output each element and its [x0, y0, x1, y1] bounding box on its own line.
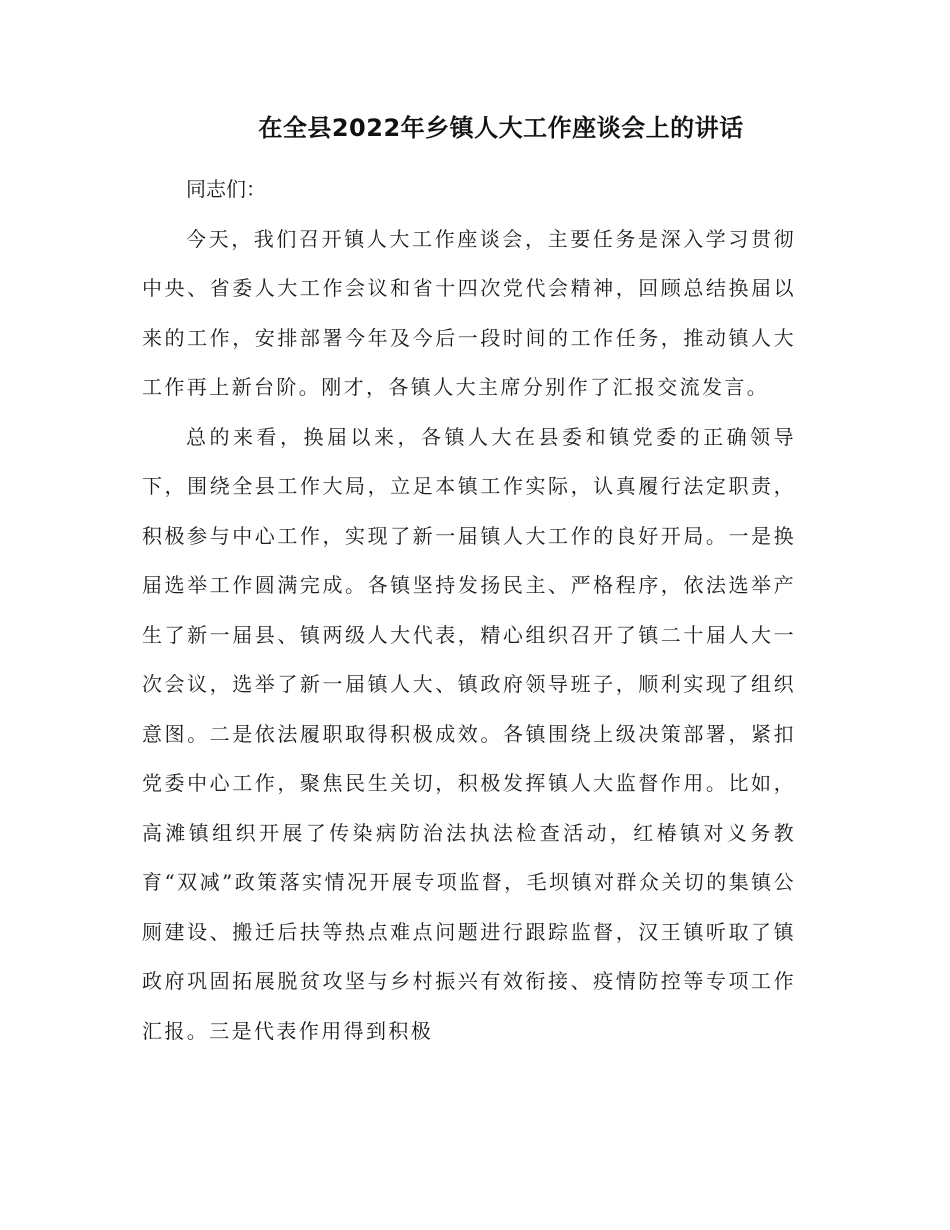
paragraph-2: 总的来看，换届以来，各镇人大在县委和镇党委的正确领导下，围绕全县工作大局，立足本镇工作实际，认真履行法定职责，积极参与中心工作，实现了新一届镇人大工作的良好开局。一是换届选举工作圆满完成。各镇坚持发扬民主、严格程序，依法选举产生了新一届县、镇两级人大代表，精心组织召开了镇二十届人大一次会议，选举了新一届镇人大、镇政府领导班子，顺利实现了组织意图。二是依法履职取得积极成效。各镇围绕上级决策部署，紧扣党委中心工作，聚焦民生关切，积极发挥镇人大监督作用。比如，高滩镇组织开展了传染病防治法执法检查活动，红椿镇对义务教育“双减”政策落实情况开展专项监督，毛坝镇对群众关切的集镇公厕建设、搬迁后扶等热点难点问题进行跟踪监督，汉王镇听取了镇政府巩固拓展脱贫攻坚与乡村振兴有效衔接、疫情防控等专项工作汇报。三是代表作用得到积极 — [142, 424, 796, 1043]
document-body — [142, 165, 796, 1056]
document-title: 在全县2022年乡镇人大工作座谈会上的讲话 — [258, 114, 744, 142]
salutation: 同志们： — [186, 177, 266, 201]
paragraph-1: 今天，我们召开镇人大工作座谈会，主要任务是深入学习贯彻中央、省委人大工作会议和省十四次党代会精神，回顾总结换届以来的工作，安排部署今年及今后一段时间的工作任务，推动镇人大工作再上新台阶。刚才，各镇人大主席分别作了汇报交流发言。 — [142, 226, 796, 399]
